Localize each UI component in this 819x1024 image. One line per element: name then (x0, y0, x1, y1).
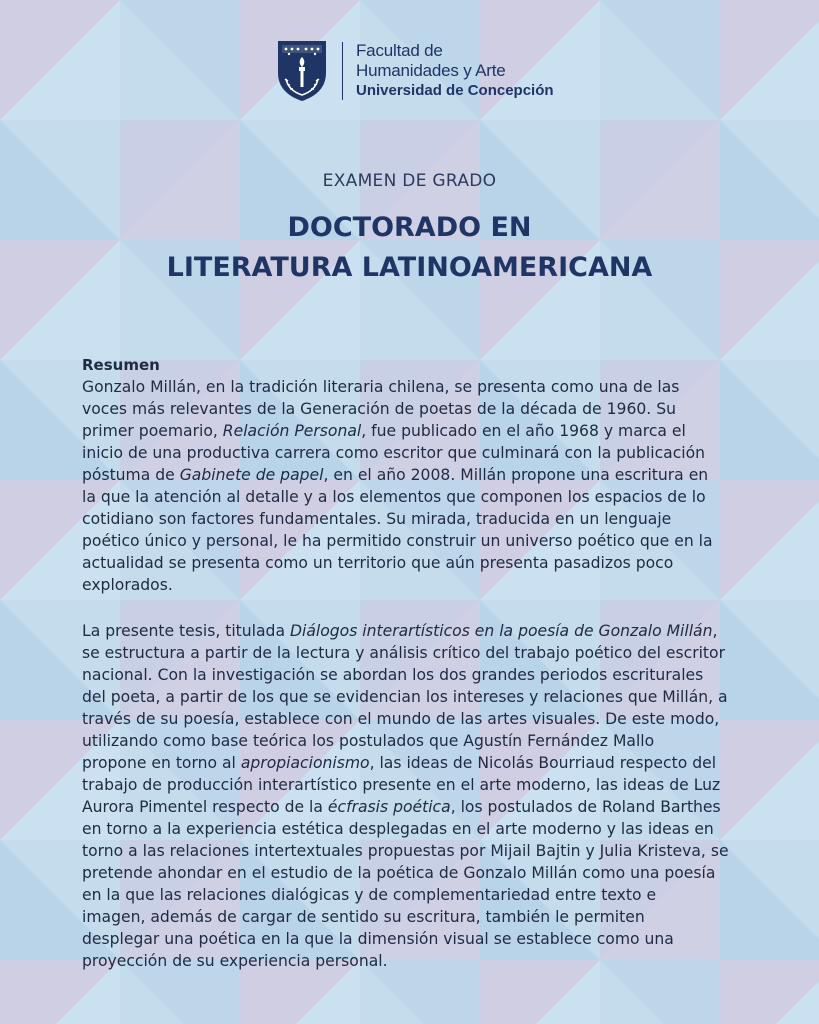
text-segment: en la que las relaciones dialógicas y de complementariedad entre texto e (82, 886, 657, 904)
text-segment: voces más relevantes de la Generación de poetas de la década de 1960. Su (82, 400, 676, 418)
text-line (82, 620, 742, 642)
text-segment: se estructura a partir de la lectura y análisis crítico del trabajo poético del escritor (82, 644, 725, 662)
university-header (276, 38, 554, 104)
text-segment: del poeta, a partir de los que se evidencian los intereses y relaciones que Millán, a (82, 688, 728, 706)
text-line (82, 398, 742, 420)
text-segment: imagen, además de cargar de sentido su escritura, también le permiten (82, 908, 645, 926)
italic-title: Gabinete de papel (179, 466, 324, 484)
text-line (82, 442, 742, 464)
text-segment: pretende ahondar en el estudio de la poética de Gonzalo Millán como una poesía (82, 864, 716, 882)
abstract-paragraph-1 (82, 376, 742, 596)
text-segment: La presente tesis, titulada (82, 622, 290, 640)
text-segment: , (712, 622, 718, 640)
faculty-name-line1: Facultad de (356, 41, 443, 60)
text-segment: en torno a la experiencia estética desplegadas en el arte moderno y las ideas en (82, 820, 714, 838)
university-name: Universidad de Concepción (356, 82, 554, 99)
text-line (82, 862, 742, 884)
text-line (82, 552, 742, 574)
text-segment: , fue publicado en el año 1968 y marca el (361, 422, 686, 440)
text-line (82, 950, 742, 972)
title-line1: DOCTORADO EN (287, 212, 532, 243)
title-line2: LITERATURA LATINOAMERICANA (166, 252, 653, 283)
text-line (82, 752, 742, 774)
page-title (0, 208, 819, 288)
text-segment: utilizando como base teórica los postulados que Agustín Fernández Mallo (82, 732, 655, 750)
text-segment: propone en torno al (82, 754, 241, 772)
text-line (82, 928, 742, 950)
italic-title: apropiacionismo (240, 754, 370, 772)
italic-title: Relación Personal (222, 422, 362, 440)
text-line (82, 774, 742, 796)
text-line (82, 642, 742, 664)
text-segment: través de su poesía, establece con el mundo de las artes visuales. De este modo, (82, 710, 720, 728)
header-divider (342, 42, 343, 100)
text-segment: Gonzalo Millán, en la tradición literaria chilena, se presenta como una de las (82, 378, 680, 396)
text-segment: la que la atención al detalle y a los elementos que componen los espacios de lo (82, 488, 706, 506)
text-segment: cotidiano son factores fundamentales. Su mirada, traducida en un lenguaje (82, 510, 672, 528)
text-line (82, 376, 742, 398)
text-line (82, 530, 742, 552)
text-line (82, 420, 742, 442)
text-line (82, 508, 742, 530)
text-segment: poético único y personal, le ha permitido construir un universo poético que en la (82, 532, 713, 550)
text-line (82, 730, 742, 752)
text-line (82, 464, 742, 486)
italic-title: Diálogos interartísticos en la poesía de Gonzalo Millán (289, 622, 713, 640)
text-segment: inicio de una productiva carrera como escritor que culminará con la publicación (82, 444, 706, 462)
text-segment: primer poemario, (82, 422, 223, 440)
text-line (82, 906, 742, 928)
text-segment: , las ideas de Nicolás Bourriaud respecto del (369, 754, 717, 772)
text-segment: póstuma de (82, 466, 180, 484)
text-segment: , en el año 2008. Millán propone una escritura en (323, 466, 709, 484)
text-segment: desplegar una poética en la que la dimensión visual se establece como una (82, 930, 674, 948)
text-segment: , los postulados de Roland Barthes (450, 798, 721, 816)
text-segment: actualidad se presenta como un territorio que aún presenta pasadizos poco (82, 554, 674, 572)
text-segment: trabajo de producción interartístico presente en el arte moderno, las ideas de Luz (82, 776, 721, 794)
abstract-paragraph-2 (82, 620, 742, 972)
text-segment: torno a las relaciones intertextuales propuestas por Mijail Bajtin y Julia Kristeva, se (82, 842, 729, 860)
institution-name (356, 41, 554, 101)
abstract-heading: Resumen (82, 356, 160, 374)
italic-title: écfrasis poética (327, 798, 451, 816)
text-line (82, 574, 742, 596)
text-line (82, 686, 742, 708)
exam-label: EXAMEN DE GRADO (322, 171, 497, 191)
text-line (82, 486, 742, 508)
text-segment: nacional. Con la investigación se abordan los dos grandes periodos escriturales (82, 666, 704, 684)
text-segment: explorados. (82, 576, 173, 594)
text-segment: proyección de su experiencia personal. (82, 952, 388, 970)
text-line (82, 884, 742, 906)
text-line (82, 818, 742, 840)
text-line (82, 840, 742, 862)
text-line (82, 708, 742, 730)
faculty-name-line2: Humanidades y Arte (356, 61, 506, 80)
text-segment: Aurora Pimentel respecto de la (82, 798, 328, 816)
text-line (82, 796, 742, 818)
university-crest-logo (276, 39, 328, 103)
text-line (82, 664, 742, 686)
